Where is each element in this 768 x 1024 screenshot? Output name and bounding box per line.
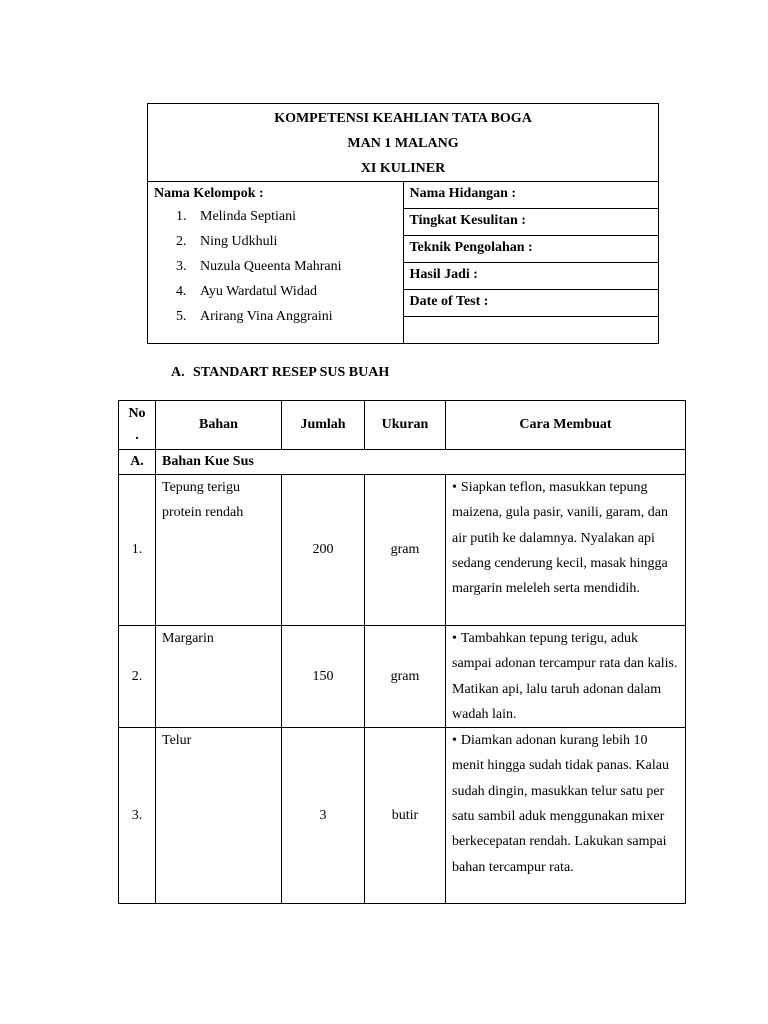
list-item [154, 279, 403, 304]
row-number: 2. [119, 626, 156, 728]
header-title: KOMPETENSI KEAHLIAN TATA BOGA [274, 111, 532, 126]
row-bahan: Margarin [156, 626, 282, 728]
member-number: 4. [176, 284, 187, 299]
row-cara-membuat: • Tambahkan tepung terigu, aduk sampai adonan tercampur rata dan kalis. Matikan api, lalu taruh adonan dalam wadah lain. [446, 626, 686, 728]
row-bahan: Tepung terigu protein rendah [156, 475, 282, 626]
row-bahan: Telur [156, 728, 282, 904]
list-item [154, 254, 403, 279]
row-jumlah: 150 [282, 626, 365, 728]
row-ukuran: gram [365, 626, 446, 728]
bullet-icon: • [452, 631, 457, 646]
list-item [154, 304, 403, 329]
group-label: Nama Kelompok : [154, 186, 264, 201]
member-name: Ayu Wardatul Widad [200, 284, 318, 299]
field-date-of-test: Date of Test : [403, 290, 659, 317]
header-bahan: Bahan [156, 401, 282, 450]
row-jumlah: 3 [282, 728, 365, 904]
group-title: Bahan Kue Sus [156, 450, 686, 475]
row-number: 3. [119, 728, 156, 904]
row-jumlah: 200 [282, 475, 365, 626]
field-hasil-jadi: Hasil Jadi : [403, 263, 659, 290]
section-title: STANDART RESEP SUS BUAH [193, 365, 390, 380]
group-members-cell [148, 182, 404, 344]
header-ukuran: Ukuran [365, 401, 446, 450]
bullet-icon: • [452, 480, 457, 495]
list-item [154, 229, 403, 254]
member-name: Arirang Vina Anggraini [200, 309, 333, 324]
member-name: Melinda Septiani [200, 209, 297, 224]
header-info-table [147, 103, 659, 344]
member-name: Ning Udkhuli [200, 234, 278, 249]
section-heading [171, 365, 389, 381]
header-cara-membuat: Cara Membuat [446, 401, 686, 450]
header-school: MAN 1 MALANG [347, 136, 459, 151]
header-class: XI KULINER [360, 161, 446, 176]
section-letter: A. [171, 365, 185, 380]
header-no: No . [119, 401, 156, 450]
field-empty [403, 317, 659, 344]
row-ukuran: gram [365, 475, 446, 626]
member-number: 1. [176, 209, 187, 224]
table-group-row [119, 450, 686, 475]
group-letter: A. [119, 450, 156, 475]
member-number: 2. [176, 234, 187, 249]
field-tingkat-kesulitan: Tingkat Kesulitan : [403, 209, 659, 236]
table-header-row [119, 401, 686, 450]
table-row [119, 626, 686, 728]
list-item [154, 204, 403, 229]
row-ukuran: butir [365, 728, 446, 904]
member-name: Nuzula Queenta Mahrani [200, 259, 342, 274]
table-row [119, 728, 686, 904]
member-list [154, 204, 403, 329]
field-nama-hidangan: Nama Hidangan : [403, 182, 659, 209]
table-row [119, 475, 686, 626]
member-number: 5. [176, 309, 187, 324]
member-number: 3. [176, 259, 187, 274]
row-cara-membuat: • Diamkan adonan kurang lebih 10 menit hingga sudah tidak panas. Kalau sudah dingin, masukkan telur satu per satu sambil aduk menggunakan mixer berkecepatan rendah. Lakukan sampai bahan tercampur rata. [446, 728, 686, 904]
field-teknik-pengolahan: Teknik Pengolahan : [403, 236, 659, 263]
row-cara-membuat: • Siapkan teflon, masukkan tepung maizena, gula pasir, vanili, garam, dan air putih ke dalamnya. Nyalakan api sedang cenderung kecil, masak hingga margarin meleleh serta mendidih. [446, 475, 686, 626]
header-title-cell [148, 104, 659, 182]
bullet-icon: • [452, 733, 457, 749]
row-number: 1. [119, 475, 156, 626]
header-jumlah: Jumlah [282, 401, 365, 450]
recipe-table [118, 400, 686, 904]
